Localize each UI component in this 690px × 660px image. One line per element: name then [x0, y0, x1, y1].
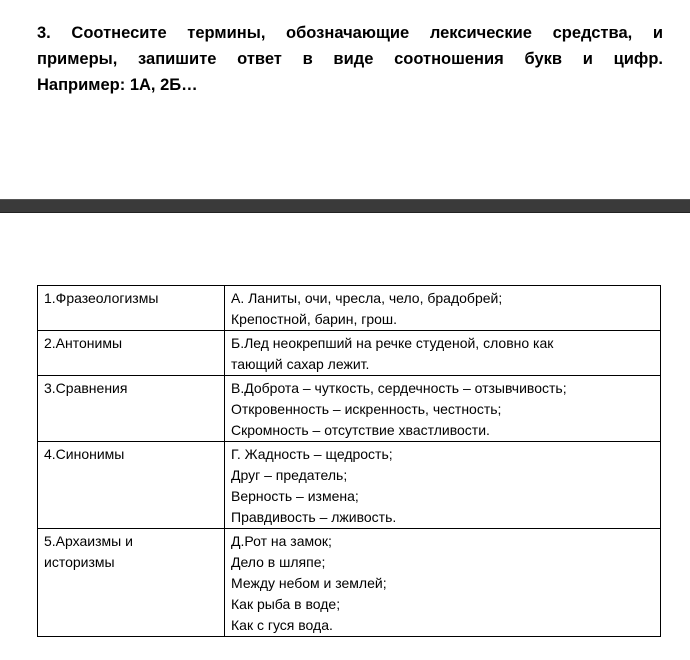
example-line: Г. Жадность – щедрость; — [231, 446, 393, 462]
table-row — [38, 442, 661, 529]
term-text: 2.Антонимы — [44, 335, 123, 351]
term-cell — [38, 442, 225, 529]
examples-cell — [225, 331, 661, 376]
example-line: А. Ланиты, очи, чресла, чело, брадобрей; — [231, 290, 503, 306]
example-line: Друг – предатель; — [231, 467, 348, 483]
example-line: Правдивость – лживость. — [231, 509, 397, 525]
term-text: 5.Архаизмы и — [44, 533, 133, 549]
example-line: Откровенность – искренность, честность; — [231, 401, 502, 417]
term-text: 3.Сравнения — [44, 380, 128, 396]
example-line: В.Доброта – чуткость, сердечность – отзывчивость; — [231, 380, 567, 396]
task-line-1: 3. Соотнесите термины, обозначающие лексические средства, и — [37, 24, 663, 42]
table-row — [38, 376, 661, 442]
example-line: Крепостной, барин, грош. — [231, 311, 398, 327]
matching-table — [37, 285, 661, 637]
table-row — [38, 286, 661, 331]
task-line-2: примеры, запишите ответ в виде соотношения букв и цифр. — [37, 50, 663, 68]
term-text: 1.Фразеологизмы — [44, 290, 159, 306]
task-statement — [37, 20, 663, 98]
examples-cell — [225, 286, 661, 331]
example-line: тающий сахар лежит. — [231, 356, 370, 372]
table-row — [38, 331, 661, 376]
term-cell — [38, 529, 225, 637]
table-row — [38, 529, 661, 637]
examples-cell — [225, 376, 661, 442]
term-cell — [38, 376, 225, 442]
examples-cell — [225, 442, 661, 529]
term-text: 4.Синонимы — [44, 446, 125, 462]
example-line: Дело в шляпе; — [231, 554, 326, 570]
term-cell — [38, 331, 225, 376]
term-text: историзмы — [44, 554, 115, 570]
example-line: Д.Рот на замок; — [231, 533, 332, 549]
example-line: Б.Лед неокрепший на речке студеной, словно как — [231, 335, 554, 351]
example-line: Как с гуся вода. — [231, 617, 333, 633]
example-line: Скромность – отсутствие хвастливости. — [231, 422, 490, 438]
page-divider — [0, 199, 690, 213]
term-cell — [38, 286, 225, 331]
example-line: Верность – измена; — [231, 488, 359, 504]
example-line: Между небом и землей; — [231, 575, 387, 591]
example-line: Как рыба в воде; — [231, 596, 341, 612]
task-line-3: Например: 1А, 2Б… — [37, 76, 198, 94]
examples-cell — [225, 529, 661, 637]
